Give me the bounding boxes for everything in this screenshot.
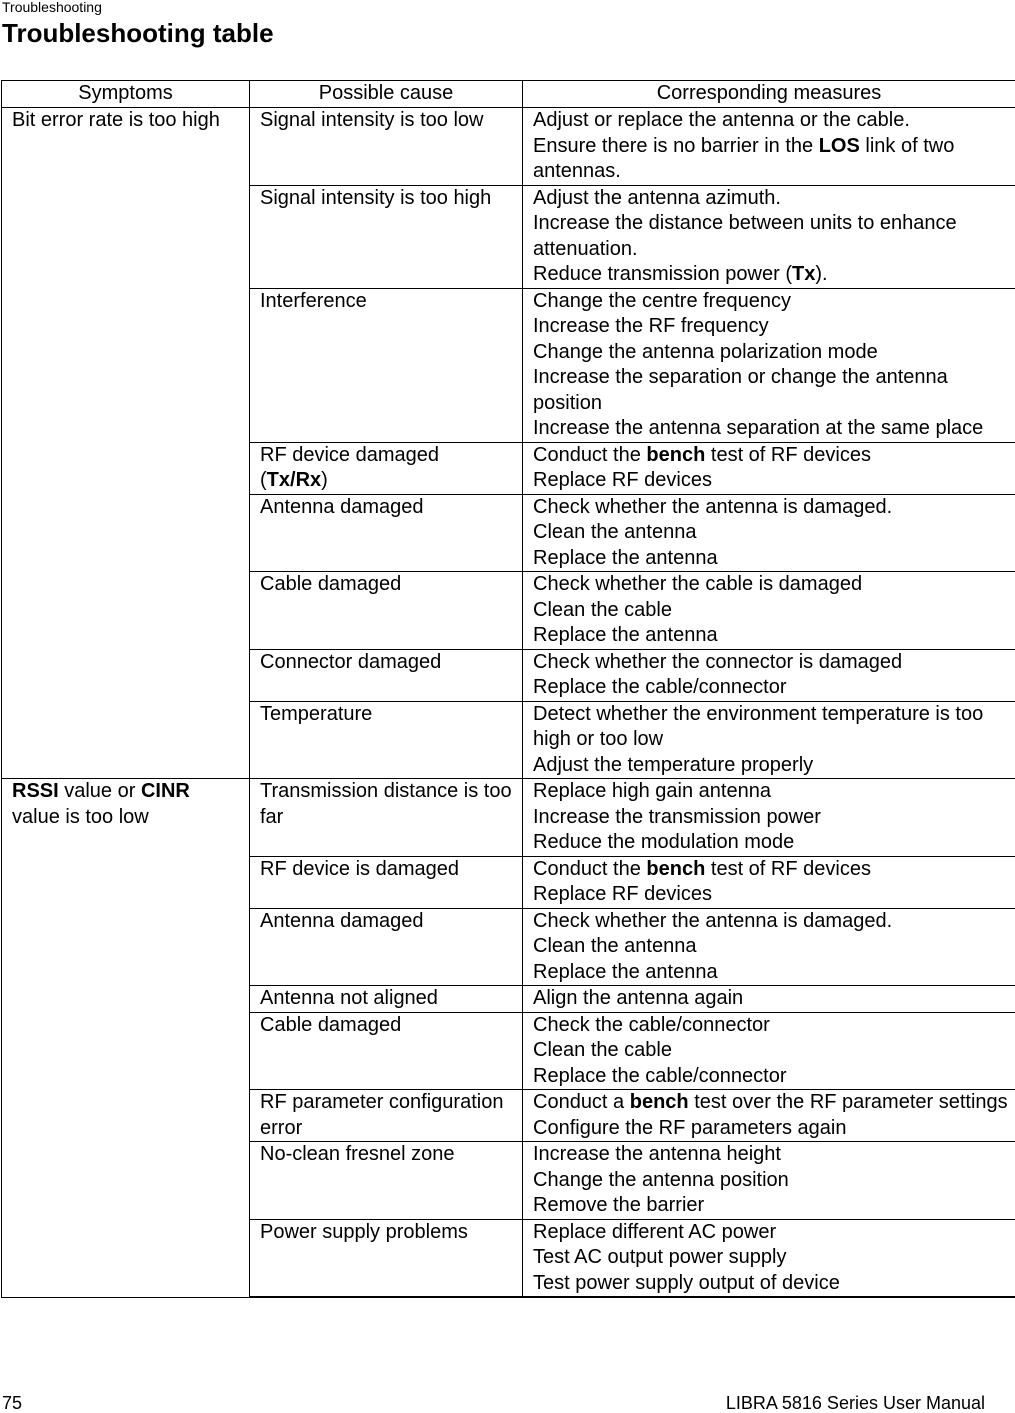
text-run: Signal intensity is too low — [260, 109, 483, 131]
text-run: Remove the barrier — [533, 1194, 704, 1216]
text-run: Test AC output power supply — [533, 1246, 786, 1268]
cell-line — [260, 495, 512, 521]
text-run: Configure the RF parameters again — [533, 1117, 847, 1139]
measures-cell — [523, 986, 1015, 1013]
text-run: Antenna damaged — [260, 496, 423, 518]
cell-line — [533, 416, 1009, 442]
text-run: Adjust or replace the antenna or the cable. — [533, 109, 910, 131]
cell-line — [533, 1064, 1009, 1090]
text-run: Conduct the — [533, 858, 646, 880]
cell-line — [533, 753, 1009, 779]
text-run: Check whether the cable is damaged — [533, 573, 862, 595]
cell-line — [533, 468, 1009, 494]
measures-cell — [523, 856, 1015, 908]
bold-term: RSSI — [12, 780, 59, 802]
cell-line — [533, 365, 1009, 416]
cause-cell — [250, 986, 523, 1013]
measures-cell — [523, 649, 1015, 701]
cell-line — [260, 1013, 512, 1039]
text-run: Transmission distance is too far — [260, 780, 512, 828]
text-run: Check whether the antenna is damaged. — [533, 910, 892, 932]
text-run: test of RF devices — [705, 858, 871, 880]
cell-line — [533, 934, 1009, 960]
cell-line — [533, 779, 1009, 805]
text-run: Check whether the connector is damaged — [533, 651, 902, 673]
cell-line — [12, 108, 239, 134]
cell-line — [533, 520, 1009, 546]
text-run: link of two antennas. — [533, 135, 954, 183]
cell-line — [533, 572, 1009, 598]
text-run: Replace different AC power — [533, 1221, 776, 1243]
cell-line — [533, 830, 1009, 856]
cell-line — [533, 702, 1009, 753]
cause-cell — [250, 572, 523, 650]
cause-cell — [250, 1142, 523, 1220]
text-run: Conduct a — [533, 1091, 630, 1113]
symptom-cell — [2, 108, 250, 779]
cell-line — [533, 546, 1009, 572]
measures-cell — [523, 1219, 1015, 1297]
cell-line — [260, 857, 512, 883]
cause-cell — [250, 1090, 523, 1142]
cell-line — [533, 134, 1009, 185]
cause-cell — [250, 779, 523, 857]
cause-cell — [250, 908, 523, 986]
text-run: Clean the cable — [533, 599, 672, 621]
cell-line — [12, 779, 239, 830]
cell-line — [533, 882, 1009, 908]
cell-line — [533, 289, 1009, 315]
cell-line — [533, 675, 1009, 701]
text-run: test of RF devices — [705, 444, 871, 466]
cell-line — [533, 986, 1009, 1012]
text-run: Replace the cable/connector — [533, 1065, 787, 1087]
text-run: Replace RF devices — [533, 883, 712, 905]
text-run: test over the RF parameter settings — [689, 1091, 1008, 1113]
measures-cell — [523, 494, 1015, 572]
text-run: Ensure there is no barrier in the — [533, 135, 819, 157]
text-run: value is too low — [12, 806, 149, 828]
table-row — [2, 779, 1015, 857]
measures-cell — [523, 779, 1015, 857]
text-run: Replace high gain antenna — [533, 780, 771, 802]
text-run: ). — [815, 263, 827, 285]
measures-cell — [523, 1142, 1015, 1220]
cell-line — [260, 1090, 512, 1141]
cell-line — [533, 1245, 1009, 1271]
text-run: Antenna not aligned — [260, 987, 438, 1009]
cell-line — [260, 986, 512, 1012]
cell-line — [260, 443, 512, 494]
cause-cell — [250, 701, 523, 779]
text-run: value or — [59, 780, 141, 802]
cell-line — [260, 650, 512, 676]
text-run: Increase the antenna height — [533, 1143, 781, 1165]
text-run: Change the antenna position — [533, 1169, 789, 1191]
header-row — [2, 81, 1015, 108]
text-run: Cable damaged — [260, 573, 401, 595]
cell-line — [533, 960, 1009, 986]
cell-line — [260, 1220, 512, 1246]
cell-line — [260, 186, 512, 212]
cell-line — [533, 211, 1009, 262]
cell-line — [260, 572, 512, 598]
text-run: Increase the distance between units to enhance attenuation. — [533, 212, 957, 260]
cause-cell — [250, 185, 523, 288]
text-run: Cable damaged — [260, 1014, 401, 1036]
column-header-possible-cause: Possible cause — [250, 81, 523, 108]
cell-line — [533, 1168, 1009, 1194]
text-run: Conduct the — [533, 444, 646, 466]
bold-term: CINR — [141, 780, 190, 802]
table-header — [2, 81, 1015, 108]
text-run: RF parameter configuration error — [260, 1091, 503, 1139]
troubleshooting-table — [1, 80, 1015, 1298]
text-run: Replace the antenna — [533, 961, 718, 983]
cell-line — [260, 1142, 512, 1168]
cell-line — [533, 443, 1009, 469]
cell-line — [533, 1142, 1009, 1168]
text-run: RF device damaged ( — [260, 444, 439, 492]
cell-line — [533, 1116, 1009, 1142]
cell-line — [533, 623, 1009, 649]
column-header-corresponding-measures: Corresponding measures — [523, 81, 1015, 108]
page-title: Troubleshooting table — [2, 18, 274, 48]
cell-line — [533, 1193, 1009, 1219]
cell-line — [260, 108, 512, 134]
cell-line — [533, 340, 1009, 366]
measures-cell — [523, 442, 1015, 494]
cell-line — [260, 702, 512, 728]
cell-line — [533, 857, 1009, 883]
text-run: Connector damaged — [260, 651, 441, 673]
cell-line — [533, 314, 1009, 340]
text-run: Bit error rate is too high — [12, 109, 220, 131]
text-run: Align the antenna again — [533, 987, 743, 1009]
text-run: Temperature — [260, 703, 372, 725]
text-run: Increase the transmission power — [533, 806, 821, 828]
cell-line — [533, 598, 1009, 624]
cell-line — [260, 779, 512, 830]
text-run: Adjust the antenna azimuth. — [533, 187, 781, 209]
bold-term: LOS — [819, 135, 860, 157]
column-header-symptoms: Symptoms — [2, 81, 250, 108]
text-run: Clean the cable — [533, 1039, 672, 1061]
bold-term: Tx/Rx — [267, 469, 321, 491]
text-run: Change the centre frequency — [533, 290, 791, 312]
text-run: Reduce transmission power ( — [533, 263, 792, 285]
text-run: Check the cable/connector — [533, 1014, 770, 1036]
cause-cell — [250, 288, 523, 442]
text-run: RF device is damaged — [260, 858, 459, 880]
text-run: Test power supply output of device — [533, 1272, 840, 1294]
measures-cell — [523, 908, 1015, 986]
cell-line — [260, 289, 512, 315]
cell-line — [533, 909, 1009, 935]
cell-line — [533, 1220, 1009, 1246]
cell-line — [533, 650, 1009, 676]
table-body — [2, 108, 1015, 1298]
cell-line — [260, 909, 512, 935]
text-run: No-clean fresnel zone — [260, 1143, 455, 1165]
text-run: Adjust the temperature properly — [533, 754, 813, 776]
text-run: Clean the antenna — [533, 935, 696, 957]
text-run: Clean the antenna — [533, 521, 696, 543]
bold-term: Tx — [792, 263, 815, 285]
measures-cell — [523, 288, 1015, 442]
text-run: Interference — [260, 290, 367, 312]
manual-title: LIBRA 5816 Series User Manual — [726, 1394, 985, 1412]
cause-cell — [250, 1219, 523, 1297]
cell-line — [533, 805, 1009, 831]
text-run: Signal intensity is too high — [260, 187, 491, 209]
cell-line — [533, 108, 1009, 134]
cell-line — [533, 1013, 1009, 1039]
symptom-cell — [2, 779, 250, 1298]
text-run: Detect whether the environment temperature is too high or too low — [533, 703, 983, 751]
cause-cell — [250, 494, 523, 572]
measures-cell — [523, 572, 1015, 650]
bold-term: bench — [646, 858, 705, 880]
text-run: Antenna damaged — [260, 910, 423, 932]
cell-line — [533, 1090, 1009, 1116]
text-run: Increase the separation or change the antenna position — [533, 366, 948, 414]
cause-cell — [250, 649, 523, 701]
text-run: Increase the RF frequency — [533, 315, 769, 337]
text-run: Check whether the antenna is damaged. — [533, 496, 892, 518]
cell-line — [533, 1271, 1009, 1297]
cause-cell — [250, 1012, 523, 1090]
text-run: Replace RF devices — [533, 469, 712, 491]
cell-line — [533, 262, 1009, 288]
cause-cell — [250, 856, 523, 908]
text-run: Reduce the modulation mode — [533, 831, 794, 853]
measures-cell — [523, 1090, 1015, 1142]
running-head: Troubleshooting — [2, 0, 102, 14]
measures-cell — [523, 185, 1015, 288]
bold-term: bench — [646, 444, 705, 466]
cell-line — [533, 1038, 1009, 1064]
text-run: ) — [321, 469, 328, 491]
text-run: Increase the antenna separation at the same place — [533, 417, 983, 439]
text-run: Replace the antenna — [533, 547, 718, 569]
table-row — [2, 108, 1015, 186]
text-run: Power supply problems — [260, 1221, 468, 1243]
cell-line — [533, 186, 1009, 212]
cause-cell — [250, 442, 523, 494]
text-run: Change the antenna polarization mode — [533, 341, 878, 363]
measures-cell — [523, 1012, 1015, 1090]
cell-line — [533, 495, 1009, 521]
bold-term: bench — [630, 1091, 689, 1113]
measures-cell — [523, 701, 1015, 779]
measures-cell — [523, 108, 1015, 186]
page-number: 75 — [2, 1394, 22, 1412]
text-run: Replace the cable/connector — [533, 676, 787, 698]
text-run: Replace the antenna — [533, 624, 718, 646]
cause-cell — [250, 108, 523, 186]
